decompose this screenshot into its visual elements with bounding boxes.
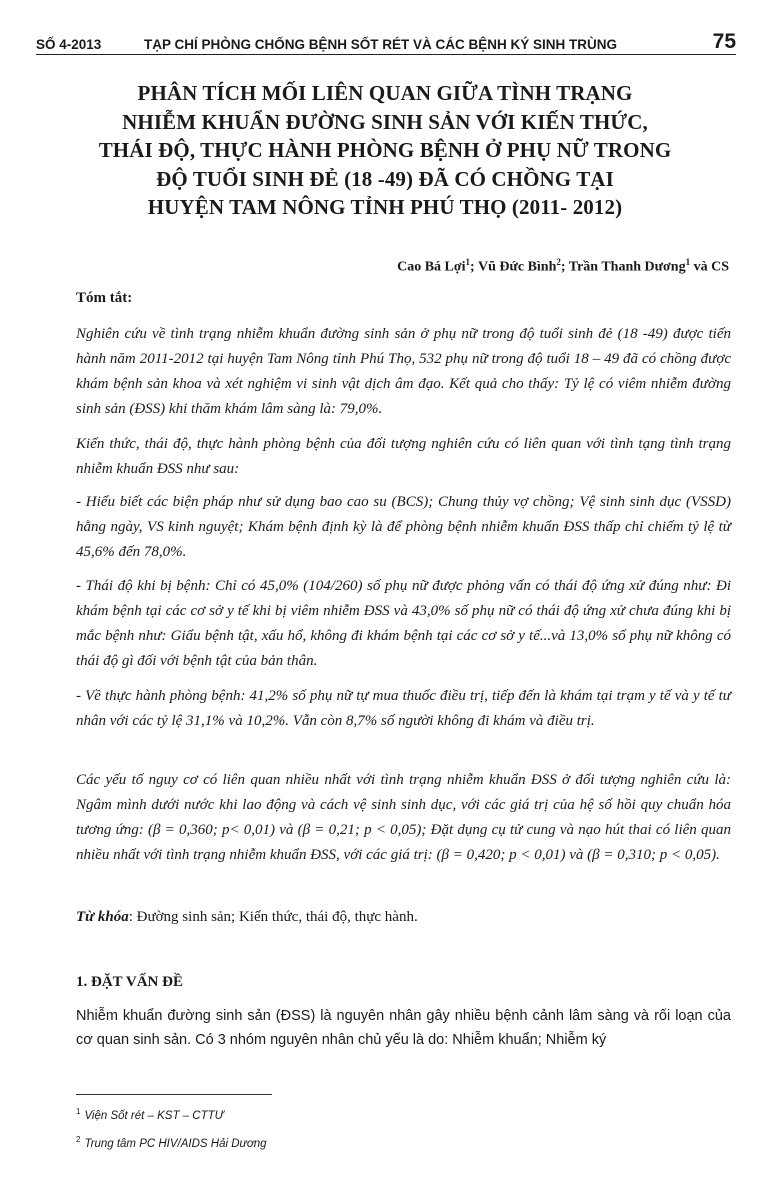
keywords-text: : Đường sinh sản; Kiến thức, thái độ, thực hành. — [128, 909, 418, 925]
abstract-paragraph: - Hiểu biết các biện pháp như sử dụng bao cao su (BCS); Chung thủy vợ chồng; Vệ sinh sinh dục (VSSD) hằng ngày, VS kinh nguyệt; Khám bệnh định kỳ là để phòng bệnh nhiễm khuẩn ĐSS thấp chỉ chiếm tỷ lệ từ 45,6% đến 78,0%. — [76, 494, 731, 560]
keywords-label: Từ khóa — [76, 909, 129, 925]
footnote — [76, 1100, 267, 1128]
footnote-mark: 2 — [76, 1134, 81, 1144]
page-number: 75 — [712, 30, 736, 53]
article-title — [70, 79, 700, 222]
keywords-line — [76, 906, 731, 928]
running-header — [36, 22, 736, 52]
abstract-paragraph: - Về thực hành phòng bệnh: 41,2% số phụ nữ tự mua thuốc điều trị, tiếp đến là khám tại trạm y tế và y tế tư nhân với các tỷ lệ 31,1% và 10,2%. Vẫn còn 8,7% số người không đi khám và điều trị. — [76, 688, 731, 729]
author-separator: ; — [470, 259, 478, 275]
journal-name: TẠP CHÍ PHÒNG CHỐNG BỆNH SỐT RÉT VÀ CÁC BỆNH KÝ SINH TRÙNG — [144, 37, 618, 52]
affiliation-mark: 1 — [685, 257, 691, 267]
abstract-paragraph: Nghiên cứu về tình trạng nhiễm khuẩn đường sinh sản ở phụ nữ trong độ tuổi sinh đẻ (18 -49) được tiến hành năm 2011-2012 tại huyện Tam Nông tỉnh Phú Thọ, 532 phụ nữ trong độ tuổi 18 – 49 đã có chồng được khám bệnh sản khoa và xét nghiệm vi sinh vật dịch âm đạo. Kết quả cho thấy: Tỷ lệ có viêm nhiễm đường sinh sản (ĐSS) khi thăm khám lâm sàng là: 79,0%. — [76, 326, 731, 417]
body-paragraph: Nhiễm khuẩn đường sinh sản (ĐSS) là nguyên nhân gây nhiều bệnh cảnh lâm sàng và rối loạn của cơ quan sinh sản. Có 3 nhóm nguyên nhân chủ yếu là do: Nhiễm khuẩn; Nhiễm ký — [76, 1008, 731, 1048]
header-rule — [36, 54, 736, 55]
affiliation-mark: 2 — [556, 257, 561, 267]
author-separator: ; — [560, 259, 569, 275]
footnote-text: Viện Sốt rét – KST – CTTƯ — [84, 1109, 224, 1122]
title-line: HUYỆN TAM NÔNG TỈNH PHÚ THỌ (2011- 2012) — [147, 195, 623, 219]
author-tail: và CS — [690, 259, 729, 275]
footnote-rule — [76, 1094, 272, 1095]
author-name: Vũ Đức Bình — [477, 259, 557, 275]
abstract-paragraph: Kiến thức, thái độ, thực hành phòng bệnh của đối tượng nghiên cứu có liên quan với tình tạng tình trạng nhiễm khuẩn ĐSS như sau: — [76, 436, 731, 477]
title-line: ĐỘ TUỔI SINH ĐẺ (18 -49) ĐÃ CÓ CHỒNG TẠI — [156, 166, 614, 191]
abstract-paragraph: Các yếu tố nguy cơ có liên quan nhiều nhất với tình trạng nhiễm khuẩn ĐSS ở đối tượng nghiên cứu là: Ngâm mình dưới nước khi lao động và cách vệ sinh sinh dục, với các giá trị của hệ số hồi quy chuẩn hóa tương ứng: (β = 0,360; p< 0,01) và (β = 0,21; p < 0,05); Đặt dụng cụ tử cung và nạo hút thai có liên quan nhiều nhất với tình trạng nhiễm khuẩn ĐSS, với các giá trị: (β = 0,420; p < 0,01) và (β = 0,310; p < 0,05). — [76, 772, 731, 863]
title-line: PHÂN TÍCH MỐI LIÊN QUAN GIỮA TÌNH TRẠNG — [137, 81, 633, 105]
author-list — [397, 257, 729, 276]
title-line: THÁI ĐỘ, THỰC HÀNH PHÒNG BỆNH Ở PHỤ NỮ TRONG — [98, 138, 672, 162]
title-line: NHIỄM KHUẨN ĐƯỜNG SINH SẢN VỚI KIẾN THỨC, — [122, 109, 648, 134]
issue-number: SỐ 4-2013 — [36, 37, 102, 52]
footnote-text: Trung tâm PC HIV/AIDS Hải Dương — [84, 1137, 267, 1150]
abstract-paragraph: - Thái độ khi bị bệnh: Chỉ có 45,0% (104/260) số phụ nữ được phỏng vấn có thái độ ứng xử đúng như: Đi khám bệnh tại các cơ sở y tế khi bị viêm nhiễm ĐSS và 43,0% số phụ nữ có thái độ ứng xử chưa đúng khi bị mắc bệnh như: Giấu bệnh tật, xấu hổ, không đi khám bệnh tại các cơ sở y tế...và 13,0% số phụ nữ không có thái độ gì đối với bệnh tật của bản thân. — [76, 578, 731, 669]
affiliation-mark: 1 — [465, 257, 471, 267]
abstract-heading: Tóm tắt: — [76, 290, 133, 306]
author-name: Trần Thanh Dương — [568, 259, 686, 275]
footnotes — [76, 1100, 267, 1156]
footnote-mark: 1 — [76, 1107, 81, 1116]
section-heading: 1. ĐẶT VẤN ĐỀ — [76, 974, 183, 990]
author-name: Cao Bá Lợi — [397, 259, 466, 275]
footnote — [76, 1128, 267, 1156]
